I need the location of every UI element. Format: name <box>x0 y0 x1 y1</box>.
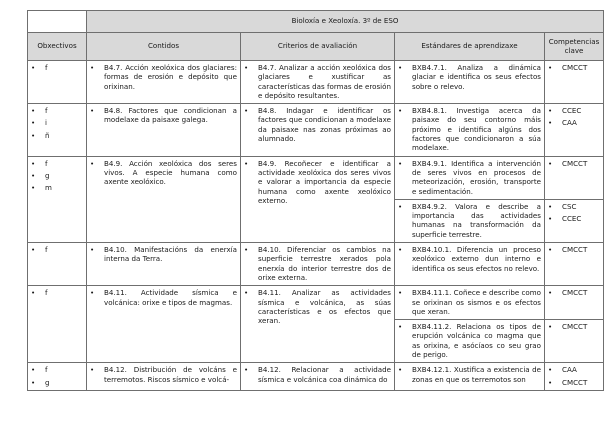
competence-list <box>548 159 600 168</box>
competences-cell <box>545 363 604 391</box>
competence-list <box>548 245 600 254</box>
curriculum-table <box>27 10 604 391</box>
competences-cell <box>545 156 604 199</box>
table-row <box>28 61 604 104</box>
objective-item: • f <box>31 288 83 297</box>
header-competences: Competencias clave <box>545 33 604 61</box>
content-text: • B4.11. Actividade sísmica e volcánica: orixe e tipos de magmas. <box>90 288 237 307</box>
competences-cell <box>545 243 604 286</box>
competences-cell <box>545 199 604 242</box>
table-row <box>28 104 604 156</box>
objective-item: • f <box>31 106 83 115</box>
competence-item: • CSC <box>548 202 600 211</box>
header-standards: Estándares de aprendizaxe <box>395 33 545 61</box>
title-row <box>28 11 604 33</box>
standard-cell <box>395 156 545 199</box>
objective-list <box>31 106 83 140</box>
competences-cell <box>545 320 604 363</box>
content-list <box>90 365 237 384</box>
content-text: • B4.10. Manifestacións da enerxía interna da Terra. <box>90 245 237 264</box>
content-text: • B4.8. Factores que condicionan a modelaxe da paisaxe galega. <box>90 106 237 125</box>
standard-list <box>398 245 541 273</box>
competence-list <box>548 106 600 128</box>
criterion-text: • B4.8. Indagar e identificar os factores que condicionan a modelaxe da paisaxe nas zonas próximas ao alumnado. <box>244 106 391 143</box>
content-cell <box>87 156 241 242</box>
standard-list <box>398 63 541 91</box>
header-criteria: Criterios de avaliación <box>241 33 395 61</box>
competence-item: • CMCCT <box>548 63 600 72</box>
competence-list <box>548 365 600 387</box>
objective-item: • ñ <box>31 131 83 140</box>
criterion-text: • B4.11. Analizar as actividades sísmica e volcánica, as súas características e os efectos que xeran. <box>244 288 391 325</box>
objectives-cell <box>28 243 87 286</box>
table-header <box>28 11 604 61</box>
criterion-cell <box>241 156 395 242</box>
standard-text: • BXB4.11.2. Relaciona os tipos de erupción volcánica co magma que as orixina, e asócíaos co seu grao de perigo. <box>398 322 541 359</box>
content-list <box>90 159 237 187</box>
table-body <box>28 61 604 391</box>
competence-list <box>548 322 600 331</box>
criterion-cell <box>241 243 395 286</box>
content-cell <box>87 243 241 286</box>
criterion-list <box>244 245 391 282</box>
header-corner-blank <box>28 11 87 33</box>
standard-list <box>398 288 541 316</box>
objective-item: • g <box>31 171 83 180</box>
header-objectives: Obxectivos <box>28 33 87 61</box>
criterion-list <box>244 288 391 325</box>
standard-list <box>398 159 541 196</box>
criterion-text: • B4.9. Recoñecer e identificar a actividade xeolóxica dos seres vivos e valorar a importancia da especie humana como axente xeolóxico externo. <box>244 159 391 205</box>
standard-cell <box>395 199 545 242</box>
standard-cell <box>395 104 545 156</box>
standard-cell <box>395 243 545 286</box>
standard-cell <box>395 286 545 320</box>
standard-list <box>398 106 541 152</box>
content-list <box>90 288 237 307</box>
competences-cell <box>545 61 604 104</box>
table-row <box>28 363 604 391</box>
competence-item: • CCEC <box>548 214 600 223</box>
competence-list <box>548 288 600 297</box>
content-text: • B4.9. Acción xeolóxica dos seres vivos. A especie humana como axente xeolóxico. <box>90 159 237 187</box>
table-title: Bioloxía e Xeoloxía. 3º de ESO <box>87 11 604 33</box>
competence-item: • CMCCT <box>548 288 600 297</box>
standard-list <box>398 365 541 384</box>
content-cell <box>87 61 241 104</box>
content-text: • B4.7. Acción xeolóxica dos glaciares: formas de erosión e depósito que orixinan. <box>90 63 237 91</box>
objective-list <box>31 245 83 254</box>
competence-item: • CMCCT <box>548 322 600 331</box>
content-cell <box>87 286 241 363</box>
competence-item: • CMCCT <box>548 245 600 254</box>
criterion-cell <box>241 286 395 363</box>
objective-item: • i <box>31 118 83 127</box>
objective-list <box>31 63 83 72</box>
standard-list <box>398 202 541 239</box>
objectives-cell <box>28 61 87 104</box>
table-row <box>28 156 604 199</box>
content-list <box>90 63 237 91</box>
objective-item: • f <box>31 365 83 374</box>
competence-item: • CCEC <box>548 106 600 115</box>
competence-item: • CMCCT <box>548 378 600 387</box>
criterion-cell <box>241 104 395 156</box>
objectives-cell <box>28 286 87 363</box>
competence-list <box>548 202 600 224</box>
standard-list <box>398 322 541 359</box>
table-row <box>28 243 604 286</box>
standard-text: • BXB4.9.1. Identifica a intervención de seres vivos en procesos de meteorización, erosión, transporte e sedimentación. <box>398 159 541 196</box>
objective-item: • f <box>31 245 83 254</box>
objective-list <box>31 159 83 193</box>
content-cell <box>87 363 241 391</box>
competence-item: • CMCCT <box>548 159 600 168</box>
standard-text: • BXB4.8.1. Investiga acerca da paisaxe do seu contorno máis próximo e identifica algúns dos factores que condicionaron a súa modelaxe. <box>398 106 541 152</box>
criterion-list <box>244 106 391 143</box>
standard-text: • BXB4.9.2. Valora e describe a importancia das actividades humanas na transformación da superficie terrestre. <box>398 202 541 239</box>
criterion-list <box>244 365 391 384</box>
standard-cell <box>395 363 545 391</box>
content-list <box>90 245 237 264</box>
objectives-cell <box>28 363 87 391</box>
objective-item: • g <box>31 378 83 387</box>
standard-text: • BXB4.10.1. Diferencia un proceso xeolóxico externo dun interno e identifica os seus efectos no relevo. <box>398 245 541 273</box>
objective-item: • f <box>31 63 83 72</box>
competence-list <box>548 63 600 72</box>
standard-text: • BXB4.7.1. Analiza a dinámica glaciar e identifica os seus efectos sobre o relevo. <box>398 63 541 91</box>
objective-list <box>31 365 83 387</box>
criterion-cell <box>241 363 395 391</box>
competences-cell <box>545 286 604 320</box>
objective-item: • m <box>31 183 83 192</box>
header-contents: Contidos <box>87 33 241 61</box>
standard-text: • BXB4.11.1. Coñece e describe como se orixinan os sismos e os efectos que xeran. <box>398 288 541 316</box>
competences-cell <box>545 104 604 156</box>
objectives-cell <box>28 104 87 156</box>
content-list <box>90 106 237 125</box>
standard-cell <box>395 61 545 104</box>
criterion-text: • B4.12. Relacionar a actividade sísmica e volcánica coa dinámica do <box>244 365 391 384</box>
competence-item: • CAA <box>548 365 600 374</box>
column-header-row <box>28 33 604 61</box>
standard-text: • BXB4.12.1. Xustifica a existencia de zonas en que os terremotos son <box>398 365 541 384</box>
objectives-cell <box>28 156 87 242</box>
standard-cell <box>395 320 545 363</box>
criterion-list <box>244 159 391 205</box>
criterion-list <box>244 63 391 100</box>
content-cell <box>87 104 241 156</box>
criterion-text: • B4.10. Diferenciar os cambios na superficie terrestre xerados pola enerxía do interior terrestre dos de orixe externa. <box>244 245 391 282</box>
competence-item: • CAA <box>548 118 600 127</box>
criterion-text: • B4.7. Analizar a acción xeolóxica dos glaciares e xustificar as características das formas de erosión e depósito resultantes. <box>244 63 391 100</box>
criterion-cell <box>241 61 395 104</box>
objective-item: • f <box>31 159 83 168</box>
table-row <box>28 286 604 320</box>
objective-list <box>31 288 83 297</box>
content-text: • B4.12. Distribución de volcáns e terremotos. Riscos sísmico e volcá- <box>90 365 237 384</box>
